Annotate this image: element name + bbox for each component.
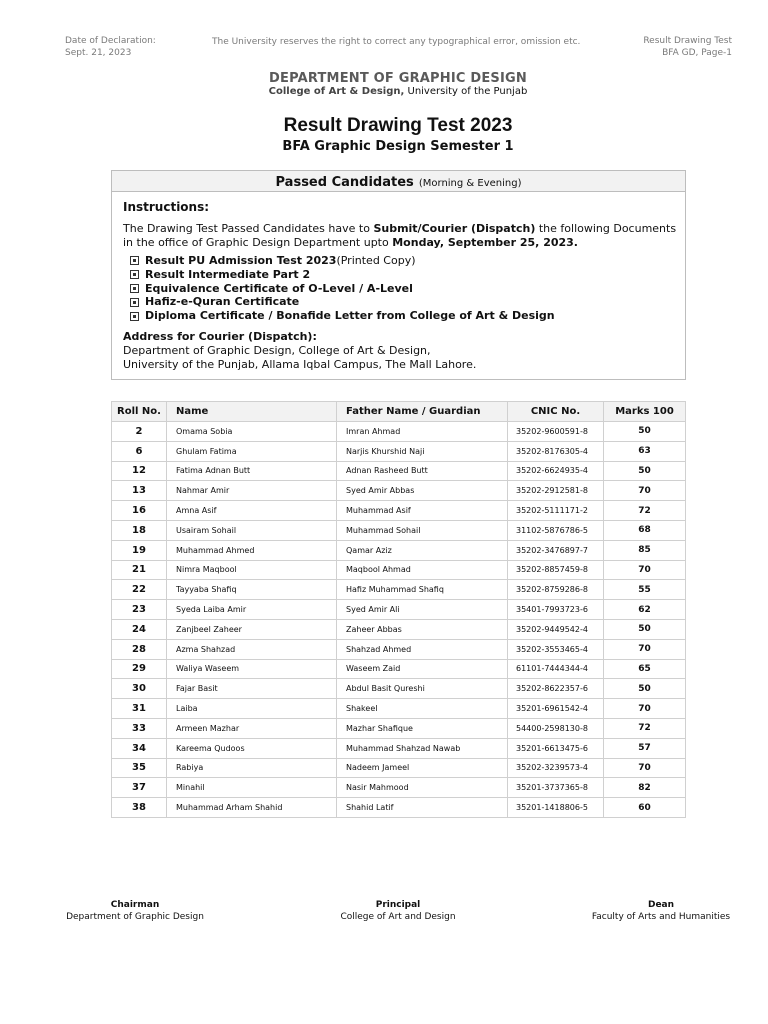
checkbox-icon	[130, 298, 139, 307]
roll-no-cell: 34	[112, 738, 167, 758]
roll-no-cell: 38	[112, 798, 167, 818]
cnic-cell: 35202-9600591-8	[508, 422, 604, 442]
name-cell: Rabiya	[167, 758, 337, 778]
panel-heading-note: (Morning & Evening)	[418, 178, 522, 189]
roll-no-cell: 35	[112, 758, 167, 778]
list-item	[130, 295, 670, 309]
table-row	[112, 501, 686, 521]
cnic-cell: 35202-2912581-8	[508, 481, 604, 501]
table-row	[112, 798, 686, 818]
marks-cell: 70	[604, 560, 686, 580]
marks-cell: 70	[604, 639, 686, 659]
table-row	[112, 461, 686, 481]
father-name-cell: Imran Ahmad	[337, 422, 508, 442]
cnic-cell: 35201-6613475-6	[508, 738, 604, 758]
disclaimer: The University reserves the right to correct any typographical error, omission etc.	[212, 37, 581, 47]
table-row	[112, 540, 686, 560]
cnic-cell: 35202-5111171-2	[508, 501, 604, 521]
results-table	[111, 401, 686, 818]
department-name: DEPARTMENT OF GRAPHIC DESIGN	[269, 71, 527, 86]
signature-org: Faculty of Arts and Humanities	[591, 912, 731, 922]
college-line	[0, 86, 768, 97]
marks-cell: 60	[604, 798, 686, 818]
list-item	[130, 254, 670, 268]
name-cell: Armeen Mazhar	[167, 718, 337, 738]
marks-cell: 70	[604, 699, 686, 719]
address-block	[123, 344, 476, 372]
name-cell: Laiba	[167, 699, 337, 719]
signature-role: Chairman	[110, 900, 160, 910]
table-row	[112, 422, 686, 442]
father-name-cell: Maqbool Ahmad	[337, 560, 508, 580]
table-row	[112, 718, 686, 738]
cnic-cell: 35202-3239573-4	[508, 758, 604, 778]
university-name: University of the Punjab	[407, 86, 528, 97]
marks-cell: 55	[604, 580, 686, 600]
roll-no-cell: 18	[112, 520, 167, 540]
roll-no-cell: 2	[112, 422, 167, 442]
header-roll-no: Roll No.	[112, 402, 167, 422]
cnic-cell: 35201-6961542-4	[508, 699, 604, 719]
header-cnic: CNIC No.	[508, 402, 604, 422]
marks-cell: 50	[604, 461, 686, 481]
father-name-cell: Adnan Rasheed Butt	[337, 461, 508, 481]
para-text-1: The Drawing Test Passed Candidates have to	[123, 222, 374, 235]
header-father-name: Father Name / Guardian	[337, 402, 508, 422]
documents-list	[130, 254, 670, 323]
table-row	[112, 619, 686, 639]
table-row	[112, 441, 686, 461]
list-item	[130, 309, 670, 323]
roll-no-cell: 6	[112, 441, 167, 461]
father-name-cell: Abdul Basit Qureshi	[337, 679, 508, 699]
cnic-cell: 35202-8622357-6	[508, 679, 604, 699]
marks-cell: 63	[604, 441, 686, 461]
roll-no-cell: 22	[112, 580, 167, 600]
document-name: Diploma Certificate / Bonafide Letter from College of Art & Design	[145, 309, 555, 323]
address-title: Address for Courier (Dispatch):	[123, 330, 317, 343]
marks-cell: 57	[604, 738, 686, 758]
name-cell: Muhammad Arham Shahid	[167, 798, 337, 818]
roll-no-cell: 37	[112, 778, 167, 798]
panel-heading-title: Passed Candidates	[275, 175, 414, 190]
name-cell: Fajar Basit	[167, 679, 337, 699]
table-row	[112, 738, 686, 758]
roll-no-cell: 33	[112, 718, 167, 738]
doc-info	[643, 35, 732, 59]
marks-cell: 50	[604, 619, 686, 639]
marks-cell: 70	[604, 481, 686, 501]
name-cell: Azma Shahzad	[167, 639, 337, 659]
father-name-cell: Zaheer Abbas	[337, 619, 508, 639]
doc-page: BFA GD, Page-1	[662, 48, 732, 58]
page-subtitle: BFA Graphic Design Semester 1	[282, 139, 514, 154]
doc-title-small: Result Drawing Test	[643, 36, 732, 46]
roll-no-cell: 13	[112, 481, 167, 501]
college-name: College of Art & Design,	[268, 86, 405, 97]
para-bold-1: Submit/Courier (Dispatch)	[373, 222, 536, 235]
roll-no-cell: 23	[112, 600, 167, 620]
father-name-cell: Qamar Aziz	[337, 540, 508, 560]
instructions-paragraph	[123, 222, 679, 250]
marks-cell: 72	[604, 718, 686, 738]
cnic-cell: 35201-1418806-5	[508, 798, 604, 818]
cnic-cell: 35202-8176305-4	[508, 441, 604, 461]
marks-cell: 82	[604, 778, 686, 798]
roll-no-cell: 29	[112, 659, 167, 679]
document-name: Equivalence Certificate of O-Level / A-Level	[145, 281, 413, 295]
father-name-cell: Shahid Latif	[337, 798, 508, 818]
table-row	[112, 600, 686, 620]
father-name-cell: Mazhar Shafique	[337, 718, 508, 738]
cnic-cell: 35202-3553465-4	[508, 639, 604, 659]
cnic-cell: 31102-5876786-5	[508, 520, 604, 540]
roll-no-cell: 16	[112, 501, 167, 521]
marks-cell: 70	[604, 758, 686, 778]
checkbox-icon	[130, 256, 139, 265]
cnic-cell: 35202-8759286-8	[508, 580, 604, 600]
name-cell: Kareema Qudoos	[167, 738, 337, 758]
table-row	[112, 758, 686, 778]
roll-no-cell: 24	[112, 619, 167, 639]
cnic-cell: 54400-2598130-8	[508, 718, 604, 738]
father-name-cell: Shahzad Ahmed	[337, 639, 508, 659]
table-body	[112, 422, 686, 818]
roll-no-cell: 19	[112, 540, 167, 560]
table-row	[112, 481, 686, 501]
cnic-cell: 35202-6624935-4	[508, 461, 604, 481]
father-name-cell: Muhammad Sohail	[337, 520, 508, 540]
signature-role: Dean	[647, 900, 675, 910]
declaration-block	[65, 35, 156, 59]
marks-cell: 72	[604, 501, 686, 521]
table-row	[112, 580, 686, 600]
para-text-2: the following Documents in the office of Graphic Design Department upto	[123, 222, 677, 249]
signature-org: College of Art and Design	[340, 912, 456, 922]
signature-principal	[328, 899, 468, 923]
name-cell: Nimra Maqbool	[167, 560, 337, 580]
table-header-row	[112, 402, 686, 422]
father-name-cell: Hafiz Muhammad Shafiq	[337, 580, 508, 600]
header-name: Name	[167, 402, 337, 422]
marks-cell: 65	[604, 659, 686, 679]
instructions-panel	[111, 170, 686, 380]
para-bold-2: Monday, September 25, 2023.	[392, 236, 578, 249]
header-marks: Marks 100	[604, 402, 686, 422]
marks-cell: 62	[604, 600, 686, 620]
table-row	[112, 778, 686, 798]
table-row	[112, 560, 686, 580]
marks-cell: 68	[604, 520, 686, 540]
name-cell: Nahmar Amir	[167, 481, 337, 501]
father-name-cell: Narjis Khurshid Naji	[337, 441, 508, 461]
cnic-cell: 61101-7444344-4	[508, 659, 604, 679]
name-cell: Muhammad Ahmed	[167, 540, 337, 560]
name-cell: Amna Asif	[167, 501, 337, 521]
marks-cell: 50	[604, 679, 686, 699]
checkbox-icon	[130, 270, 139, 279]
address-line-2: University of the Punjab, Allama Iqbal Campus, The Mall Lahore.	[123, 358, 477, 371]
cnic-cell: 35202-8857459-8	[508, 560, 604, 580]
table-row	[112, 679, 686, 699]
father-name-cell: Muhammad Asif	[337, 501, 508, 521]
name-cell: Syeda Laiba Amir	[167, 600, 337, 620]
declaration-date: Sept. 21, 2023	[65, 48, 132, 58]
list-item	[130, 268, 670, 282]
table-row	[112, 639, 686, 659]
marks-cell: 50	[604, 422, 686, 442]
roll-no-cell: 28	[112, 639, 167, 659]
signature-org: Department of Graphic Design	[66, 912, 204, 922]
declaration-label: Date of Declaration:	[65, 36, 156, 46]
instructions-title: Instructions:	[123, 200, 210, 214]
name-cell: Zanjbeel Zaheer	[167, 619, 337, 639]
name-cell: Tayyaba Shafiq	[167, 580, 337, 600]
table-row	[112, 699, 686, 719]
cnic-cell: 35202-3476897-7	[508, 540, 604, 560]
roll-no-cell: 12	[112, 461, 167, 481]
checkbox-icon	[130, 312, 139, 321]
address-line-1: Department of Graphic Design, College of Art & Design,	[123, 344, 431, 357]
roll-no-cell: 21	[112, 560, 167, 580]
document-name: Hafiz-e-Quran Certificate	[145, 295, 300, 309]
roll-no-cell: 31	[112, 699, 167, 719]
list-item	[130, 282, 670, 296]
father-name-cell: Syed Amir Abbas	[337, 481, 508, 501]
roll-no-cell: 30	[112, 679, 167, 699]
signature-dean	[588, 899, 734, 923]
father-name-cell: Shakeel	[337, 699, 508, 719]
signature-role: Principal	[375, 900, 421, 910]
panel-heading	[112, 171, 685, 192]
document-name: Result Intermediate Part 2	[145, 267, 311, 281]
name-cell: Omama Sobia	[167, 422, 337, 442]
name-cell: Usairam Sohail	[167, 520, 337, 540]
cnic-cell: 35201-3737365-8	[508, 778, 604, 798]
name-cell: Ghulam Fatima	[167, 441, 337, 461]
cnic-cell: 35401-7993723-6	[508, 600, 604, 620]
name-cell: Fatima Adnan Butt	[167, 461, 337, 481]
father-name-cell: Waseem Zaid	[337, 659, 508, 679]
father-name-cell: Nasir Mahmood	[337, 778, 508, 798]
cnic-cell: 35202-9449542-4	[508, 619, 604, 639]
marks-cell: 85	[604, 540, 686, 560]
document-name: Result PU Admission Test 2023	[145, 254, 337, 267]
signature-chairman	[65, 899, 205, 923]
father-name-cell: Syed Amir Ali	[337, 600, 508, 620]
table-row	[112, 520, 686, 540]
father-name-cell: Muhammad Shahzad Nawab	[337, 738, 508, 758]
checkbox-icon	[130, 284, 139, 293]
page-title: Result Drawing Test 2023	[283, 115, 513, 136]
name-cell: Waliya Waseem	[167, 659, 337, 679]
table-row	[112, 659, 686, 679]
document-note: (Printed Copy)	[336, 254, 416, 267]
name-cell: Minahil	[167, 778, 337, 798]
father-name-cell: Nadeem Jameel	[337, 758, 508, 778]
